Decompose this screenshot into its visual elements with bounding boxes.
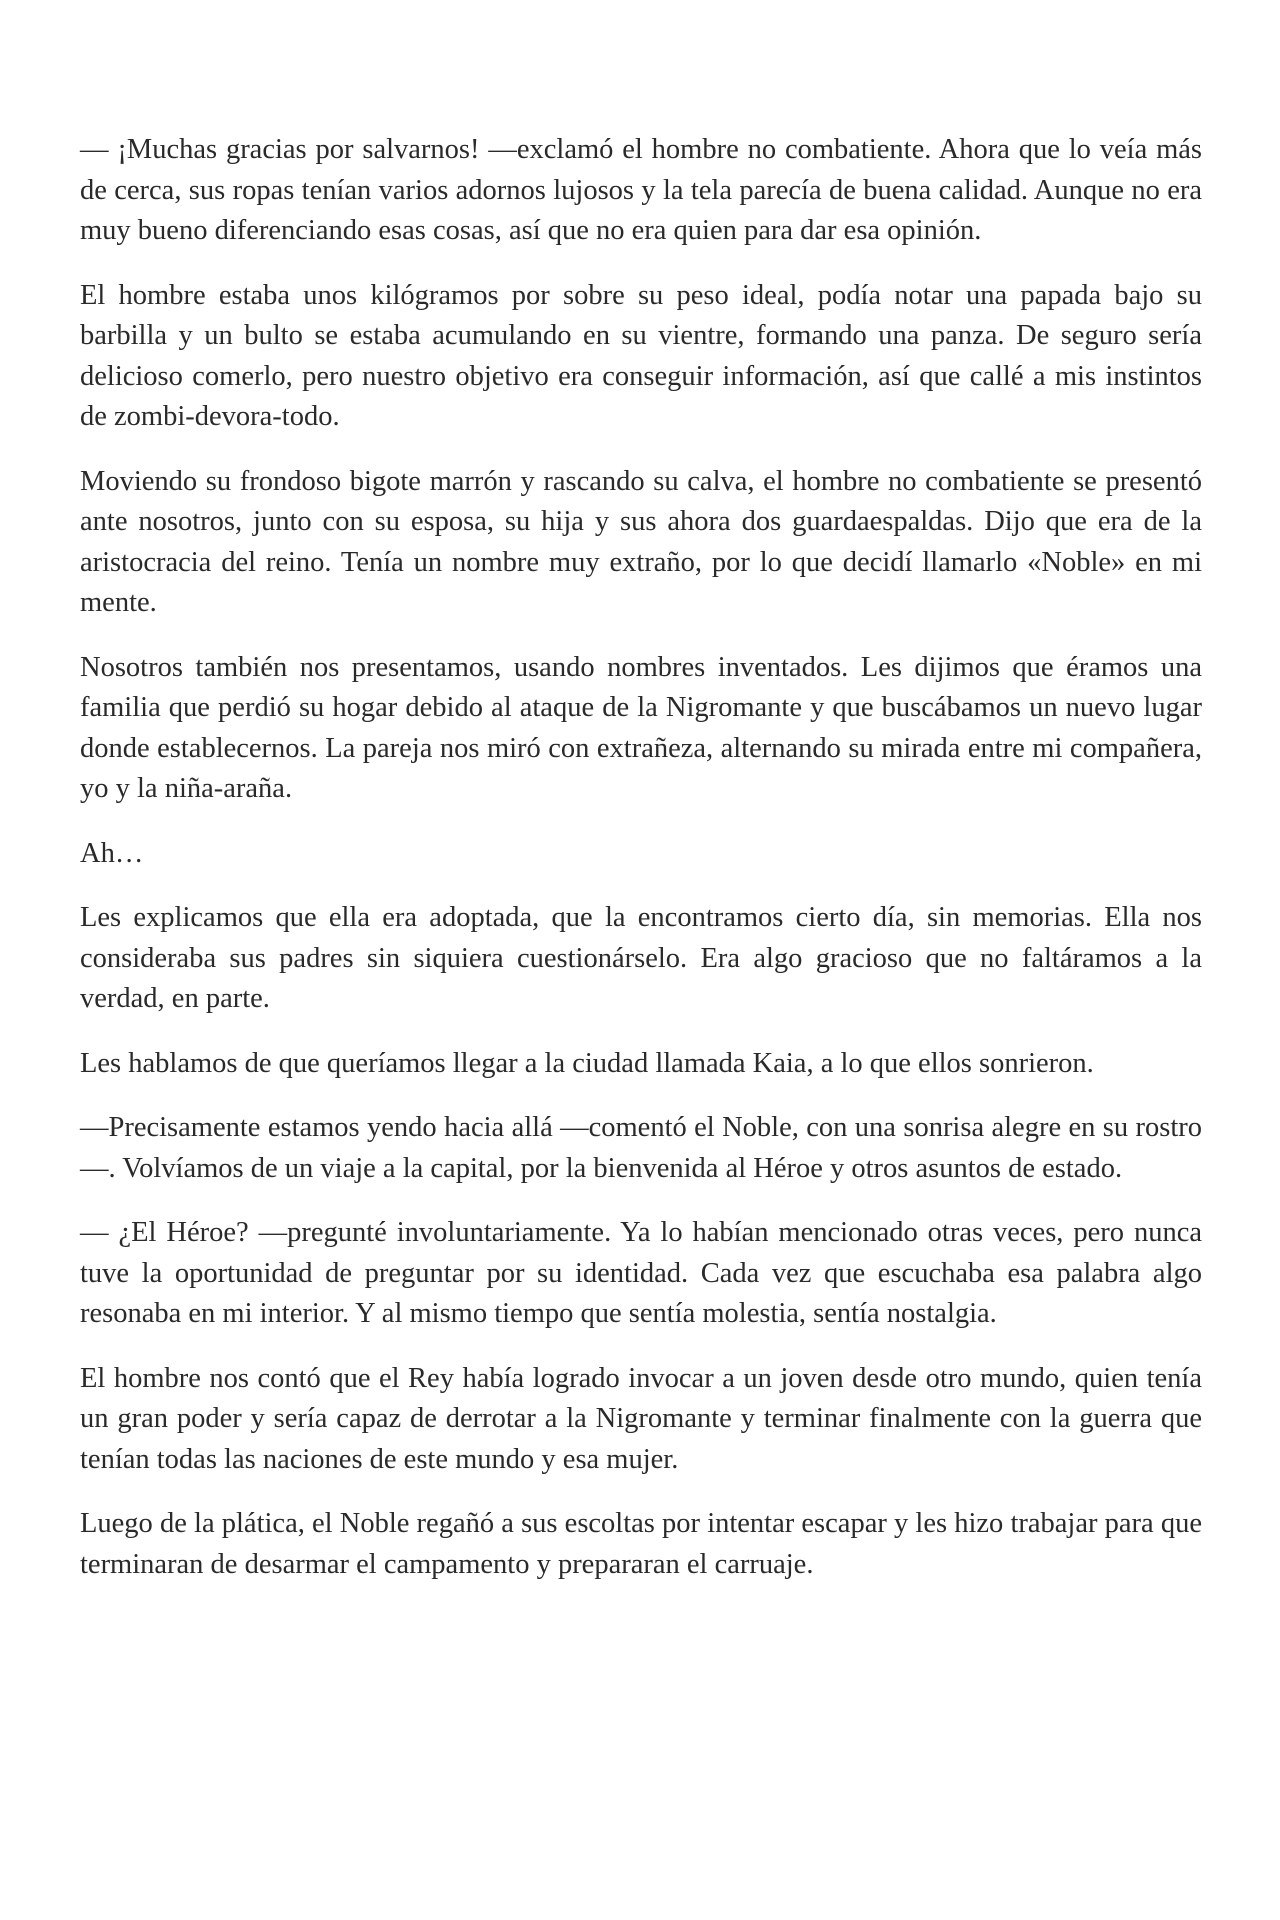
paragraph-3: Moviendo su frondoso bigote marrón y rascando su calva, el hombre no combatiente se presentó ante nosotros, junto con su esposa, su hija y sus ahora dos guardaespaldas. Dijo que era de la aristocracia del reino. Tenía un nombre muy extraño, por lo que decidí llamarlo «Noble» en mi mente. [80, 465, 1202, 618]
document-page [80, 130, 1202, 1609]
paragraph-9: — ¿El Héroe? —pregunté involuntariamente. Ya lo habían mencionado otras veces, pero nunca tuve la oportunidad de preguntar por su identidad. Cada vez que escuchaba esa palabra algo resonaba en mi interior. Y al mismo tiempo que sentía molestia, sentía nostalgia. [80, 1217, 1202, 1329]
paragraph-10: El hombre nos contó que el Rey había logrado invocar a un joven desde otro mundo, quien tenía un gran poder y sería capaz de derrotar a la Nigromante y terminar finalmente con la guerra que tenían todas las naciones de este mundo y esa mujer. [80, 1362, 1202, 1475]
paragraph-5: Ah… [80, 837, 144, 869]
paragraph-11: Luego de la plática, el Noble regañó a sus escoltas por intentar escapar y les hizo trabajar para que terminaran de desarmar el campamento y prepararan el carruaje. [80, 1508, 1202, 1580]
paragraph-7: Les hablamos de que queríamos llegar a la ciudad llamada Kaia, a lo que ellos sonrieron. [80, 1047, 1094, 1079]
paragraph-1: — ¡Muchas gracias por salvarnos! —exclamó el hombre no combatiente. Ahora que lo veía más de cerca, sus ropas tenían varios adornos lujosos y la tela parecía de buena calidad. Aunque no era muy bueno diferenciando esas cosas, así que no era quien para dar esa opinión. [80, 134, 1202, 246]
paragraph-4: Nosotros también nos presentamos, usando nombres inventados. Les dijimos que éramos una familia que perdió su hogar debido al ataque de la Nigromante y que buscábamos un nuevo lugar donde establecernos. La pareja nos miró con extrañeza, alternando su mirada entre mi compañera, yo y la niña-araña. [80, 651, 1202, 804]
paragraph-6: Les explicamos que ella era adoptada, que la encontramos cierto día, sin memorias. Ella nos consideraba sus padres sin siquiera cuestionárselo. Era algo gracioso que no faltáramos a la verdad, en parte. [80, 902, 1202, 1014]
paragraph-8: —Precisamente estamos yendo hacia allá —comentó el Noble, con una sonrisa alegre en su rostro—. Volvíamos de un viaje a la capital, por la bienvenida al Héroe y otros asuntos de estado. [80, 1112, 1202, 1184]
paragraph-2: El hombre estaba unos kilógramos por sobre su peso ideal, podía notar una papada bajo su barbilla y un bulto se estaba acumulando en su vientre, formando una panza. De seguro sería delicioso comerlo, pero nuestro objetivo era conseguir información, así que callé a mis instintos de zombi-devora-todo. [80, 279, 1202, 432]
